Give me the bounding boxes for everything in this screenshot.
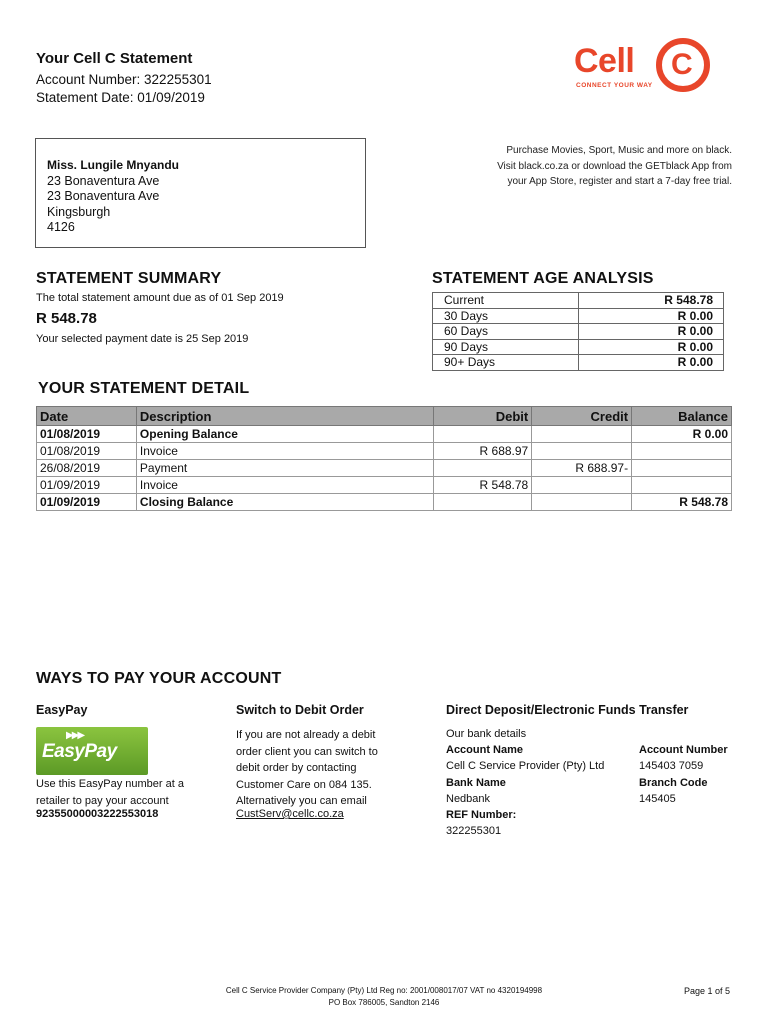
easypay-heading: EasyPay [36, 703, 88, 717]
age-label: 90+ Days [433, 355, 579, 371]
bank-details-intro: Our bank details [446, 728, 527, 740]
address-line: 23 Bonaventura Ave [47, 189, 160, 203]
cell-balance: R 0.00 [632, 426, 732, 443]
age-label: Current [433, 293, 579, 309]
cell-description: Invoice [136, 477, 433, 494]
arrows-icon: ▶▶▶ [66, 730, 84, 741]
easypay-logo-text: EasyPay [42, 741, 117, 762]
debit-order-line: Alternatively you can email [236, 795, 367, 807]
col-header-date: Date [37, 407, 137, 426]
cell-balance [632, 460, 732, 477]
age-analysis-heading: STATEMENT AGE ANALYSIS [432, 270, 654, 287]
bank-name-value: Nedbank [446, 793, 491, 805]
detail-heading: YOUR STATEMENT DETAIL [38, 380, 250, 397]
address-line: 23 Bonaventura Ave [47, 173, 160, 188]
branch-code-label: Branch Code [639, 777, 708, 789]
col-header-debit: Debit [434, 407, 532, 426]
summary-heading: STATEMENT SUMMARY [36, 270, 222, 287]
account-name-label: Account Name [446, 744, 524, 756]
cell-date: 01/08/2019 [37, 443, 137, 460]
promo-line: your App Store, register and start a 7-day free trial. [507, 176, 732, 187]
debit-order-line: order client you can switch to [236, 745, 378, 758]
cell-debit: R 548.78 [434, 477, 532, 494]
cell-credit [532, 443, 632, 460]
easypay-logo [36, 727, 148, 775]
debit-order-line: debit order by contacting [236, 762, 357, 774]
cell-debit [434, 460, 532, 477]
account-number-value: 145403 7059 [639, 760, 704, 772]
cell-debit [434, 494, 532, 511]
cell-date: 01/09/2019 [37, 477, 137, 494]
statement-date: Statement Date: 01/09/2019 [36, 90, 205, 105]
ref-number-value: 322255301 [446, 825, 502, 837]
address-box [35, 138, 366, 248]
table-row [37, 460, 732, 477]
age-row [433, 355, 724, 371]
cell-description: Invoice [136, 443, 433, 460]
age-value: R 548.78 [578, 293, 723, 309]
footer-address: PO Box 786005, Sandton 2146 [328, 998, 440, 1007]
cell-credit [532, 494, 632, 511]
cell-balance [632, 443, 732, 460]
cell-date: 26/08/2019 [37, 460, 137, 477]
age-row [433, 339, 724, 355]
address-line: Kingsburgh [47, 204, 111, 219]
cell-balance [632, 477, 732, 494]
col-header-balance: Balance [632, 407, 732, 426]
address-line: 4126 [47, 220, 75, 234]
logo-word: Cell [574, 42, 635, 80]
logo-tagline: CONNECT YOUR WAY [576, 82, 653, 89]
age-row [433, 324, 724, 340]
account-name-value: Cell C Service Provider (Pty) Ltd [446, 760, 605, 772]
summary-amount: R 548.78 [36, 310, 97, 327]
age-value: R 0.00 [578, 324, 723, 340]
col-header-description: Description [136, 407, 433, 426]
cell-date: 01/09/2019 [37, 494, 137, 511]
age-label: 30 Days [433, 308, 579, 324]
promo-line: Visit black.co.za or download the GETblack App from [497, 160, 732, 172]
col-header-credit: Credit [532, 407, 632, 426]
promo-line: Purchase Movies, Sport, Music and more on black. [506, 145, 732, 156]
easypay-line: retailer to pay your account [36, 794, 169, 807]
promo-text [440, 143, 732, 190]
age-value: R 0.00 [578, 355, 723, 371]
bank-name-label: Bank Name [446, 777, 506, 789]
age-label: 60 Days [433, 324, 579, 340]
age-value: R 0.00 [578, 339, 723, 355]
cell-debit: R 688.97 [434, 443, 532, 460]
branch-code-value: 145405 [639, 793, 676, 805]
debit-order-heading: Switch to Debit Order [236, 703, 364, 717]
cell-credit [532, 477, 632, 494]
table-row [37, 494, 732, 511]
customer-care-email-link[interactable]: CustServ@cellc.co.za [236, 808, 344, 820]
cell-description: Opening Balance [136, 426, 433, 443]
easypay-line: Use this EasyPay number at a [36, 778, 184, 790]
cell-description: Closing Balance [136, 494, 433, 511]
account-number: Account Number: 322255301 [36, 72, 212, 87]
cell-credit [532, 426, 632, 443]
ref-number-label: REF Number: [446, 809, 517, 821]
debit-order-line: Customer Care on 084 135. [236, 778, 372, 791]
debit-order-text [236, 727, 416, 810]
cell-credit: R 688.97- [532, 460, 632, 477]
easypay-instructions [36, 776, 226, 809]
summary-due-text: The total statement amount due as of 01 Sep 2019 [36, 292, 284, 304]
customer-name: Miss. Lungile Mnyandu [47, 158, 180, 172]
summary-payment-date: Your selected payment date is 25 Sep 2019 [36, 333, 249, 345]
direct-deposit-heading: Direct Deposit/Electronic Funds Transfer [446, 703, 689, 717]
cell-description: Payment [136, 460, 433, 477]
table-row [37, 443, 732, 460]
cell-c-logo [574, 36, 734, 96]
logo-letter: C [671, 48, 693, 81]
age-analysis-table [432, 292, 724, 371]
age-row [433, 293, 724, 309]
cell-balance: R 548.78 [632, 494, 732, 511]
ways-to-pay-heading: WAYS TO PAY YOUR ACCOUNT [36, 670, 282, 687]
age-row [433, 308, 724, 324]
account-number-label: Account Number [639, 744, 728, 756]
footer-company-info: Cell C Service Provider Company (Pty) Ltd Reg no: 2001/008017/07 VAT no 4320194998 [225, 986, 543, 995]
age-value: R 0.00 [578, 308, 723, 324]
cell-debit [434, 426, 532, 443]
debit-order-line: If you are not already a debit [236, 729, 376, 741]
table-row [37, 477, 732, 494]
page-number: Page 1 of 5 [684, 986, 731, 996]
statement-detail-table [36, 406, 732, 511]
table-row [37, 426, 732, 443]
table-header-row [37, 407, 732, 426]
age-label: 90 Days [433, 339, 579, 355]
easypay-number: 92355000003222553018 [36, 808, 159, 820]
statement-title: Your Cell C Statement [36, 50, 193, 67]
cell-date: 01/08/2019 [37, 426, 137, 443]
